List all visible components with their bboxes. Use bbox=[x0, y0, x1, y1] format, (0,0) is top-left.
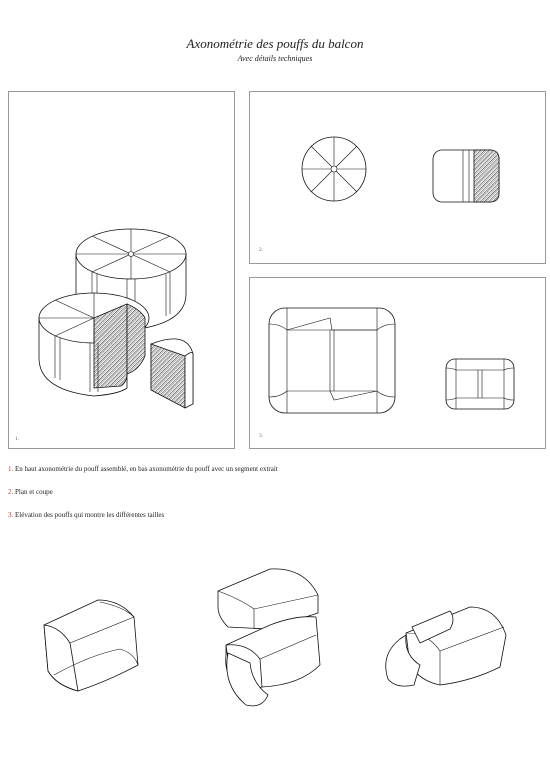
caption-2 bbox=[8, 488, 53, 496]
caption-number: 1. bbox=[8, 465, 14, 473]
panel-label: 1. bbox=[15, 436, 20, 442]
drawing-elevation bbox=[250, 278, 545, 448]
drawing-pieces bbox=[0, 555, 550, 715]
caption-text: En haut axonométrie du pouff assemblé, en bas axonométrie du pouff avec un segment extrait bbox=[15, 465, 278, 473]
caption-text: Elévation des pouffs qui montre les différentes tailles bbox=[15, 511, 165, 519]
panel-label: 3. bbox=[259, 433, 264, 439]
drawing-axonometry bbox=[9, 92, 234, 448]
page-title: Axonométrie des pouffs du balcon bbox=[186, 36, 364, 51]
piece-right-drawing bbox=[386, 607, 506, 686]
small-pouf-elevation bbox=[446, 359, 514, 409]
panel-label: 2. bbox=[259, 247, 264, 253]
caption-3 bbox=[8, 511, 164, 519]
panel-elevation bbox=[249, 277, 546, 449]
large-pouf-elevation bbox=[269, 308, 395, 413]
panel-axonometry bbox=[8, 91, 235, 449]
bottom-drawings bbox=[0, 555, 550, 720]
piece-middle-drawing bbox=[218, 569, 320, 706]
drawing-plan bbox=[250, 92, 545, 263]
piece-left-drawing bbox=[44, 600, 138, 691]
caption-number: 2. bbox=[8, 488, 14, 496]
caption-number: 3. bbox=[8, 511, 14, 519]
caption-1 bbox=[8, 465, 278, 473]
panel-plan bbox=[249, 91, 546, 264]
page-subtitle: Avec détails techniques bbox=[237, 54, 313, 63]
plan-circle-drawing bbox=[302, 137, 366, 201]
section-drawing bbox=[433, 150, 499, 202]
caption-text: Plan et coupe bbox=[15, 488, 53, 496]
